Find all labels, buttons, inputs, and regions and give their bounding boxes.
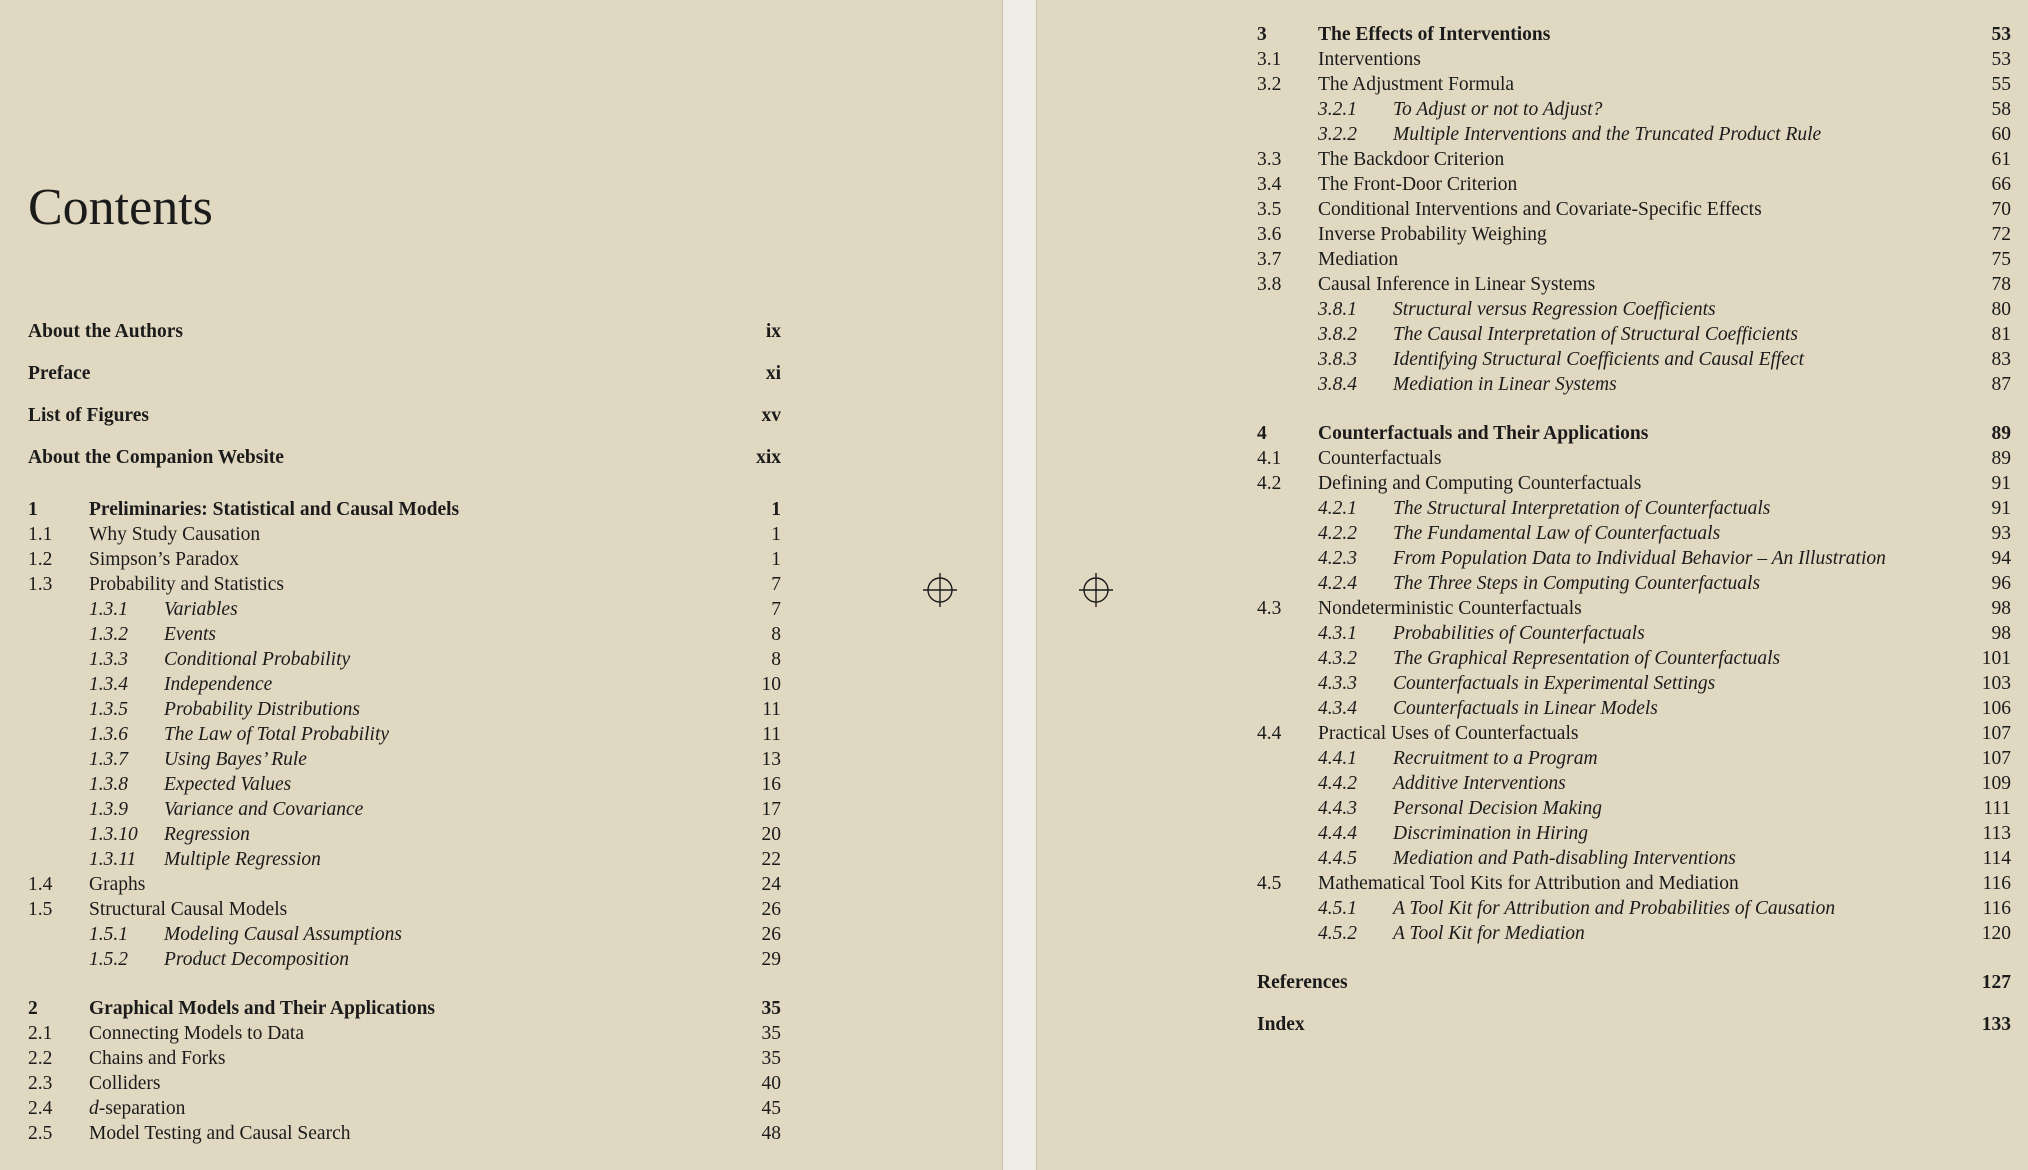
entry-page: 106	[1981, 698, 2011, 719]
entry-number: 4.4.1	[1318, 748, 1357, 769]
page-gutter	[1002, 0, 1037, 1170]
toc-section[interactable]	[1257, 471, 2011, 496]
toc-subsection[interactable]	[28, 947, 781, 972]
left-toc	[28, 319, 781, 1146]
toc-section[interactable]	[28, 1071, 781, 1096]
toc-subsection[interactable]	[1257, 571, 2011, 596]
entry-title: The Causal Interpretation of Structural Coefficients	[1393, 324, 1798, 345]
toc-section[interactable]	[1257, 47, 2011, 72]
entry-number: 4.5.2	[1318, 923, 1357, 944]
entry-title: Practical Uses of Counterfactuals	[1318, 723, 1579, 744]
entry-page: 55	[1991, 74, 2011, 95]
entry-number: 1.4	[28, 874, 53, 895]
entry-page: 96	[1991, 573, 2011, 594]
chapter-number: 2	[28, 998, 38, 1019]
toc-chapter-3[interactable]	[1257, 22, 2011, 47]
toc-section[interactable]	[1257, 596, 2011, 621]
entry-page: 60	[1991, 124, 2011, 145]
toc-subsection[interactable]	[28, 622, 781, 647]
toc-index[interactable]	[1257, 1012, 2011, 1054]
entry-title: Discrimination in Hiring	[1393, 823, 1589, 844]
toc-references[interactable]	[1257, 970, 2011, 1012]
toc-subsection[interactable]	[1257, 322, 2011, 347]
toc-subsection[interactable]	[1257, 372, 2011, 397]
entry-number: 3.8	[1257, 274, 1282, 295]
chapter-number: 4	[1257, 423, 1267, 444]
entry-title: Variance and Covariance	[164, 799, 364, 820]
toc-subsection[interactable]	[1257, 821, 2011, 846]
toc-front-entry[interactable]	[28, 403, 781, 445]
entry-title: Structural Causal Models	[89, 899, 288, 920]
entry-title: The Law of Total Probability	[164, 724, 390, 745]
entry-number: 4.4.5	[1318, 848, 1357, 869]
entry-number: 4.3.4	[1318, 698, 1357, 719]
entry-title: Structural versus Regression Coefficients	[1393, 299, 1716, 320]
entry-title: Product Decomposition	[164, 949, 350, 970]
entry-number: 3.2.1	[1318, 99, 1357, 120]
entry-title: Using Bayes’ Rule	[164, 749, 307, 770]
toc-section[interactable]	[28, 1046, 781, 1071]
entry-title: Simpson’s Paradox	[89, 549, 240, 570]
entry-number: 4.1	[1257, 448, 1282, 469]
toc-chapter-4[interactable]	[1257, 421, 2011, 446]
entry-page: 87	[1991, 374, 2011, 395]
toc-section[interactable]	[1257, 871, 2011, 896]
entry-page: 98	[1991, 598, 2011, 619]
entry-number: 2.1	[28, 1023, 53, 1044]
toc-front-entry[interactable]	[28, 361, 781, 403]
entry-title: Expected Values	[164, 774, 292, 795]
entry-page: 35	[761, 1023, 781, 1044]
entry-title: The Three Steps in Computing Counterfactuals	[1393, 573, 1761, 594]
entry-title: Nondeterministic Counterfactuals	[1318, 598, 1582, 619]
entry-title: Independence	[164, 674, 273, 695]
toc-subsection[interactable]	[1257, 671, 2011, 696]
entry-page: 11	[762, 699, 781, 720]
entry-title: Causal Inference in Linear Systems	[1318, 274, 1596, 295]
toc-section[interactable]	[28, 1021, 781, 1046]
entry-page: 13	[761, 749, 781, 770]
entry-number: 3.8.3	[1318, 349, 1357, 370]
entry-page: xix	[756, 447, 781, 468]
entry-page: 20	[761, 824, 781, 845]
entry-number: 2.3	[28, 1073, 53, 1094]
entry-title: Mediation and Path-disabling Interventions	[1393, 848, 1736, 869]
entry-page: 94	[1991, 548, 2011, 569]
entry-number: 4.5	[1257, 873, 1282, 894]
entry-number: 4.2.1	[1318, 498, 1357, 519]
entry-page: 107	[1981, 748, 2011, 769]
entry-number: 3.5	[1257, 199, 1282, 220]
chapter-title: Counterfactuals and Their Applications	[1318, 423, 1649, 444]
entry-number: 1.3.4	[89, 674, 128, 695]
toc-subsection[interactable]	[28, 697, 781, 722]
right-toc	[1257, 22, 2011, 1054]
entry-title: Mediation in Linear Systems	[1393, 374, 1617, 395]
entry-page: 113	[1982, 823, 2011, 844]
registration-mark-icon	[922, 572, 958, 608]
entry-number: 3.1	[1257, 49, 1282, 70]
entry-page: xv	[761, 405, 781, 426]
entry-number: 4.3.1	[1318, 623, 1357, 644]
entry-number: 1.3.9	[89, 799, 128, 820]
chapter-4-entries	[1257, 446, 2011, 946]
registration-mark-icon	[1078, 572, 1114, 608]
entry-number: 4.4.3	[1318, 798, 1357, 819]
entry-number: 1.3	[28, 574, 53, 595]
entry-title-italic: d	[89, 1098, 99, 1119]
entry-title: The Structural Interpretation of Counterfactuals	[1393, 498, 1771, 519]
entry-page: 66	[1991, 174, 2011, 195]
toc-section[interactable]	[1257, 172, 2011, 197]
entry-title: About the Companion Website	[28, 447, 284, 468]
entry-page: 61	[1991, 149, 2011, 170]
entry-page: 111	[1983, 798, 2011, 819]
entry-page: xi	[765, 363, 781, 384]
entry-page: 72	[1991, 224, 2011, 245]
entry-page: 53	[1991, 49, 2011, 70]
entry-title: Modeling Causal Assumptions	[164, 924, 402, 945]
entry-page: 1	[771, 524, 781, 545]
entry-title: Counterfactuals in Linear Models	[1393, 698, 1658, 719]
entry-page: 93	[1991, 523, 2011, 544]
entry-page: 26	[761, 899, 781, 920]
entry-title: From Population Data to Individual Behavior – An Illustration	[1393, 548, 1886, 569]
entry-page: 16	[761, 774, 781, 795]
toc-section[interactable]	[28, 872, 781, 897]
entry-title: Regression	[164, 824, 250, 845]
toc-section[interactable]	[28, 572, 781, 597]
toc-subsection[interactable]	[1257, 746, 2011, 771]
entry-title: Probability Distributions	[164, 699, 360, 720]
entry-number: 2.4	[28, 1098, 53, 1119]
entry-page: 133	[1981, 1014, 2011, 1035]
entry-title: The Front-Door Criterion	[1318, 174, 1518, 195]
entry-title: The Backdoor Criterion	[1318, 149, 1505, 170]
chapter-page: 35	[761, 998, 781, 1019]
toc-subsection[interactable]	[1257, 97, 2011, 122]
toc-subsection[interactable]	[1257, 646, 2011, 671]
contents-heading: Contents	[28, 179, 213, 236]
entry-title: Counterfactuals in Experimental Settings	[1393, 673, 1716, 694]
entry-number: 4.4.2	[1318, 773, 1357, 794]
entry-title: Variables	[164, 599, 238, 620]
chapter-title: The Effects of Interventions	[1318, 24, 1551, 45]
toc-subsection[interactable]	[1257, 696, 2011, 721]
entry-page: 91	[1991, 473, 2011, 494]
entry-page: 24	[761, 874, 781, 895]
entry-page: 7	[771, 599, 781, 620]
entry-page: 35	[761, 1048, 781, 1069]
entry-title: Chains and Forks	[89, 1048, 226, 1069]
entry-page: 75	[1991, 249, 2011, 270]
toc-section[interactable]	[28, 1096, 781, 1121]
entry-number: 1.3.8	[89, 774, 128, 795]
entry-number: 1.5.1	[89, 924, 128, 945]
entry-page: 29	[761, 949, 781, 970]
entry-page: 81	[1991, 324, 2011, 345]
toc-subsection[interactable]	[1257, 846, 2011, 871]
toc-subsection[interactable]	[28, 822, 781, 847]
entry-page: 45	[761, 1098, 781, 1119]
entry-title: Additive Interventions	[1393, 773, 1566, 794]
entry-page: 107	[1981, 723, 2011, 744]
chapter-3-entries	[1257, 47, 2011, 397]
entry-page: 11	[762, 724, 781, 745]
entry-page: 116	[1982, 898, 2011, 919]
entry-page: 127	[1981, 972, 2011, 993]
entry-title: Inverse Probability Weighing	[1318, 224, 1547, 245]
toc-subsection[interactable]	[1257, 896, 2011, 921]
entry-number: 3.6	[1257, 224, 1282, 245]
entry-number: 3.2.2	[1318, 124, 1357, 145]
entry-page: 48	[761, 1123, 781, 1144]
toc-subsection[interactable]	[28, 797, 781, 822]
entry-title: Mathematical Tool Kits for Attribution and Mediation	[1318, 873, 1739, 894]
toc-front-entry[interactable]	[28, 319, 781, 361]
entry-title: The Graphical Representation of Counterfactuals	[1393, 648, 1781, 669]
chapter-page: 89	[1991, 423, 2011, 444]
entry-number: 1.1	[28, 524, 53, 545]
entry-number: 3.8.4	[1318, 374, 1357, 395]
toc-subsection[interactable]	[28, 647, 781, 672]
entry-page: 103	[1981, 673, 2011, 694]
toc-subsection[interactable]	[1257, 546, 2011, 571]
chapter-1-entries	[28, 522, 781, 972]
entry-page: 70	[1991, 199, 2011, 220]
entry-page: 83	[1991, 349, 2011, 370]
toc-section[interactable]	[28, 522, 781, 547]
toc-subsection[interactable]	[1257, 921, 2011, 946]
entry-number: 4.2.2	[1318, 523, 1357, 544]
entry-title: Interventions	[1318, 49, 1421, 70]
entry-number: 4.2.4	[1318, 573, 1357, 594]
entry-title: Probabilities of Counterfactuals	[1393, 623, 1645, 644]
entry-number: 4.3	[1257, 598, 1282, 619]
toc-section[interactable]	[1257, 247, 2011, 272]
entry-page: 89	[1991, 448, 2011, 469]
entry-title: Index	[1257, 1014, 1305, 1035]
entry-number: 1.3.3	[89, 649, 128, 670]
entry-title: Probability and Statistics	[89, 574, 284, 595]
entry-title: Conditional Probability	[164, 649, 351, 670]
toc-subsection[interactable]	[28, 747, 781, 772]
toc-section[interactable]	[28, 547, 781, 572]
entry-page: 114	[1982, 848, 2011, 869]
entry-number: 1.3.6	[89, 724, 128, 745]
entry-title: Personal Decision Making	[1393, 798, 1603, 819]
entry-title: To Adjust or not to Adjust?	[1393, 99, 1603, 120]
toc-section[interactable]	[1257, 72, 2011, 97]
entry-number: 4.4	[1257, 723, 1282, 744]
entry-number: 1.3.2	[89, 624, 128, 645]
entry-number: 3.8.1	[1318, 299, 1357, 320]
entry-title: Colliders	[89, 1073, 161, 1094]
entry-page: 22	[761, 849, 781, 870]
entry-page: 58	[1991, 99, 2011, 120]
entry-number: 4.2.3	[1318, 548, 1357, 569]
entry-title: Graphs	[89, 874, 146, 895]
entry-title: Why Study Causation	[89, 524, 261, 545]
toc-subsection[interactable]	[1257, 297, 2011, 322]
entry-number: 3.2	[1257, 74, 1282, 95]
toc-subsection[interactable]	[28, 847, 781, 872]
toc-section[interactable]	[1257, 721, 2011, 746]
entry-title: Recruitment to a Program	[1393, 748, 1598, 769]
toc-section[interactable]	[28, 897, 781, 922]
entry-title: Conditional Interventions and Covariate-Specific Effects	[1318, 199, 1762, 220]
toc-subsection[interactable]	[28, 722, 781, 747]
toc-chapter-2[interactable]	[28, 996, 781, 1021]
entry-title: Multiple Regression	[164, 849, 321, 870]
entry-page: 116	[1982, 873, 2011, 894]
toc-section[interactable]	[1257, 197, 2011, 222]
entry-title: List of Figures	[28, 405, 149, 426]
entry-page: 8	[771, 649, 781, 670]
chapter-number: 1	[28, 499, 38, 520]
toc-subsection[interactable]	[28, 597, 781, 622]
entry-title-rest: -separation	[98, 1098, 186, 1119]
entry-title: A Tool Kit for Attribution and Probabilities of Causation	[1393, 898, 1836, 919]
entry-title: Identifying Structural Coefficients and Causal Effect	[1393, 349, 1805, 370]
entry-page: 98	[1991, 623, 2011, 644]
entry-number: 4.4.4	[1318, 823, 1357, 844]
entry-number: 1.3.11	[89, 849, 137, 870]
toc-subsection[interactable]	[1257, 796, 2011, 821]
entry-number: 4.2	[1257, 473, 1282, 494]
chapter-page: 53	[1991, 24, 2011, 45]
entry-title: References	[1257, 972, 1348, 993]
entry-page: ix	[765, 321, 781, 342]
toc-section[interactable]	[28, 1121, 781, 1146]
entry-number: 2.5	[28, 1123, 53, 1144]
toc-section[interactable]	[1257, 222, 2011, 247]
chapter-title: Preliminaries: Statistical and Causal Models	[89, 499, 460, 520]
entry-page: 120	[1981, 923, 2011, 944]
entry-page: 78	[1991, 274, 2011, 295]
chapter-title: Graphical Models and Their Applications	[89, 998, 436, 1019]
toc-subsection[interactable]	[28, 772, 781, 797]
entry-number: 2.2	[28, 1048, 53, 1069]
entry-number: 1.5	[28, 899, 53, 920]
entry-number: 3.8.2	[1318, 324, 1357, 345]
entry-number: 1.2	[28, 549, 53, 570]
toc-section[interactable]	[1257, 272, 2011, 297]
entry-number: 1.3.5	[89, 699, 128, 720]
toc-section[interactable]	[1257, 446, 2011, 471]
toc-subsection[interactable]	[1257, 347, 2011, 372]
entry-page: 1	[771, 549, 781, 570]
entry-page: 10	[761, 674, 781, 695]
entry-title: Counterfactuals	[1318, 448, 1442, 469]
entry-number: 1.5.2	[89, 949, 128, 970]
chapter-page: 1	[771, 499, 781, 520]
entry-number: 1.3.1	[89, 599, 128, 620]
entry-title: A Tool Kit for Mediation	[1393, 923, 1585, 944]
entry-page: 26	[761, 924, 781, 945]
entry-title: The Fundamental Law of Counterfactuals	[1393, 523, 1721, 544]
entry-number: 3.3	[1257, 149, 1282, 170]
entry-number: 1.3.7	[89, 749, 128, 770]
chapter-number: 3	[1257, 24, 1267, 45]
entry-title: Mediation	[1318, 249, 1399, 270]
entry-number: 3.7	[1257, 249, 1282, 270]
entry-title	[89, 1096, 185, 1121]
entry-page: 109	[1981, 773, 2011, 794]
entry-page: 17	[761, 799, 781, 820]
toc-chapter-1[interactable]	[28, 497, 781, 522]
entry-number: 3.4	[1257, 174, 1282, 195]
chapter-2-entries	[28, 1021, 781, 1146]
entry-number: 4.5.1	[1318, 898, 1357, 919]
toc-subsection[interactable]	[1257, 122, 2011, 147]
toc-subsection[interactable]	[1257, 496, 2011, 521]
entry-page: 80	[1991, 299, 2011, 320]
toc-front-entry[interactable]	[28, 445, 781, 487]
toc-subsection[interactable]	[28, 922, 781, 947]
entry-title: Connecting Models to Data	[89, 1023, 305, 1044]
toc-section[interactable]	[1257, 147, 2011, 172]
entry-title: Multiple Interventions and the Truncated Product Rule	[1393, 124, 1822, 145]
entry-page: 8	[771, 624, 781, 645]
entry-title: Model Testing and Causal Search	[89, 1123, 351, 1144]
toc-subsection[interactable]	[1257, 521, 2011, 546]
entry-title: The Adjustment Formula	[1318, 74, 1515, 95]
entry-page: 7	[771, 574, 781, 595]
toc-subsection[interactable]	[1257, 771, 2011, 796]
entry-title: Events	[164, 624, 216, 645]
entry-page: 101	[1981, 648, 2011, 669]
entry-number: 4.3.3	[1318, 673, 1357, 694]
entry-page: 91	[1991, 498, 2011, 519]
entry-title: Preface	[28, 363, 91, 384]
toc-subsection[interactable]	[1257, 621, 2011, 646]
entry-page: 40	[761, 1073, 781, 1094]
entry-number: 1.3.10	[89, 824, 138, 845]
toc-subsection[interactable]	[28, 672, 781, 697]
entry-title: About the Authors	[28, 321, 183, 342]
entry-title: Defining and Computing Counterfactuals	[1318, 473, 1642, 494]
entry-number: 4.3.2	[1318, 648, 1357, 669]
